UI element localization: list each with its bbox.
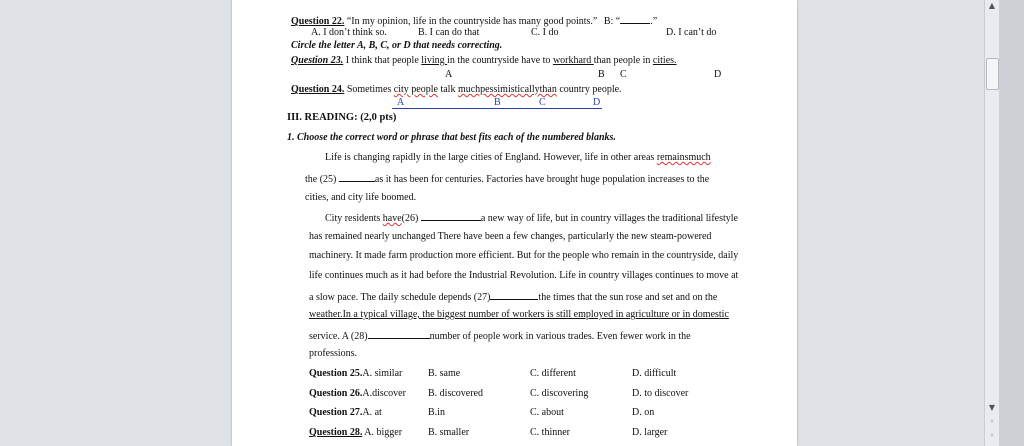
passage-line-1 — [325, 152, 711, 164]
q23-letter-a: A — [445, 69, 453, 80]
option-a: A. at — [362, 407, 382, 418]
q24-underline-rule — [392, 108, 602, 109]
option-a: A. similar — [362, 368, 403, 379]
passage-text: City residents — [325, 213, 383, 224]
scroll-up-icon[interactable]: ▲ — [988, 1, 996, 10]
q22-b-end: .” — [650, 16, 658, 27]
passage-text-squiggle: remainsmuch — [656, 152, 711, 163]
q23-text-3: than people in — [593, 55, 653, 66]
passage-line-2 — [305, 172, 709, 186]
q22-label: Question 22. — [291, 16, 345, 27]
q23-text-2: in the countryside have to — [447, 55, 553, 66]
q23-letter-b: B — [598, 69, 605, 80]
correction-instruction: Circle the letter A, B, C, or D that needs correcting. — [291, 40, 503, 51]
passage-text: the times that the sun rose and set and on the — [538, 292, 718, 303]
question-label: Question 27. — [309, 407, 363, 418]
q23-label: Question 23. — [291, 55, 344, 66]
next-page-icon[interactable]: ◦ — [989, 431, 995, 440]
passage-line-9 — [309, 309, 729, 321]
answer-row-28 — [309, 427, 402, 439]
document-page[interactable] — [232, 0, 797, 446]
option-c: C. thinner — [530, 427, 570, 438]
passage-line-11: professions. — [309, 348, 358, 359]
option-c: C. about — [530, 407, 564, 418]
q24-letter-d: D — [593, 97, 601, 108]
option-b: B.in — [428, 407, 445, 418]
q24-underlined-a: city people — [393, 84, 438, 95]
answer-row-26 — [309, 388, 406, 400]
blank-28[interactable] — [368, 329, 430, 339]
blank-26[interactable] — [421, 211, 481, 221]
window-edge — [999, 0, 1024, 446]
passage-line-3: cities, and city life boomed. — [305, 192, 417, 203]
q22-option-a: A. I don’t think so. — [311, 27, 387, 38]
answer-row-25 — [309, 368, 402, 380]
option-d: D. larger — [632, 427, 668, 438]
option-b: B. same — [428, 368, 461, 379]
reading-heading: III. READING: (2,0 pts) — [287, 112, 397, 123]
passage-line-6: machinery. It made farm production more efficient. But for the people who remain in the countryside, daily — [309, 250, 739, 261]
reading-instruction: 1. Choose the correct word or phrase that best fits each of the numbered blanks. — [287, 132, 616, 143]
q24-label: Question 24. — [291, 84, 345, 95]
blank-28-label: service. A (28) — [309, 331, 368, 342]
passage-text: a new way of life, but in country villages the traditional lifestyle — [480, 213, 738, 224]
blank-25[interactable] — [339, 172, 375, 182]
passage-text: as it has been for centuries. Factories have brought huge population increases to the — [374, 174, 710, 185]
q22-option-b: B. I can do that — [418, 27, 480, 38]
option-d: D. to discover — [632, 388, 689, 399]
passage-line-5: has remained nearly unchanged There have been a few changes, particularly the new steam-powered — [309, 231, 712, 242]
blank-26-label: (26) — [401, 213, 419, 224]
q24-text-3: country people. — [556, 84, 622, 95]
q24-letter-a: A — [397, 97, 405, 108]
passage-line-8 — [309, 290, 717, 304]
option-c: C. different — [530, 368, 576, 379]
q23-underlined-bc: workhard — [552, 55, 594, 66]
q23-underlined-d: cities. — [652, 55, 677, 66]
q24-line — [291, 84, 622, 96]
question-label: Question 28. — [309, 427, 363, 438]
passage-text: a slow pace. The daily schedule depends (27) — [309, 292, 491, 303]
passage-line-10 — [309, 329, 691, 343]
scroll-down-icon[interactable]: ▼ — [988, 403, 996, 412]
q23-underlined-a: living — [421, 55, 448, 66]
blank-27[interactable] — [490, 290, 538, 300]
scroll-thumb[interactable] — [986, 58, 999, 90]
option-b: B. discovered — [428, 388, 483, 399]
q22-b-label: B: “ — [603, 16, 621, 27]
q24-underlined-bcd: muchpessimisticallythan — [457, 84, 557, 95]
q23-letter-d: D — [714, 69, 722, 80]
q22-option-c: C. I do — [531, 27, 559, 38]
vertical-scrollbar[interactable] — [984, 0, 999, 446]
option-a: A.discover — [362, 388, 406, 399]
answer-row-27 — [309, 407, 382, 419]
q22-option-d: D. I can’t do — [666, 27, 717, 38]
passage-line-4 — [325, 211, 738, 225]
q24-text-1: Sometimes — [344, 84, 394, 95]
q22-blank[interactable] — [620, 14, 650, 24]
option-c: C. discovering — [530, 388, 589, 399]
q24-letter-b: B — [494, 97, 501, 108]
passage-text: In a typical village, the biggest number of workers is still employed in agriculture or in domestic — [342, 309, 729, 320]
passage-text-underlined: weather. — [309, 309, 343, 320]
prev-page-icon[interactable]: ◦ — [989, 417, 995, 426]
option-d: D. difficult — [632, 368, 677, 379]
q23-text-1: I think that people — [343, 55, 422, 66]
q23-line — [291, 55, 677, 67]
option-a: A. bigger — [362, 427, 403, 438]
question-label: Question 25. — [309, 368, 363, 379]
q24-letter-c: C — [539, 97, 546, 108]
question-label: Question 26. — [309, 388, 363, 399]
passage-text: Life is changing rapidly in the large cities of England. However, life in other areas — [325, 152, 657, 163]
passage-text: number of people work in various trades. Even fewer work in the — [429, 331, 691, 342]
q22-text: “In my opinion, life in the countryside has many good points.” — [346, 16, 598, 27]
passage-text-squiggle: have — [382, 213, 402, 224]
q23-letter-c: C — [620, 69, 627, 80]
q22-line — [291, 14, 657, 28]
option-b: B. smaller — [428, 427, 470, 438]
q24-text-2: talk — [437, 84, 458, 95]
option-d: D. on — [632, 407, 655, 418]
blank-25-label: the (25) — [305, 174, 337, 185]
passage-line-7: life continues much as it had before the Industrial Revolution. Life in country villages continues to move at — [309, 270, 739, 281]
